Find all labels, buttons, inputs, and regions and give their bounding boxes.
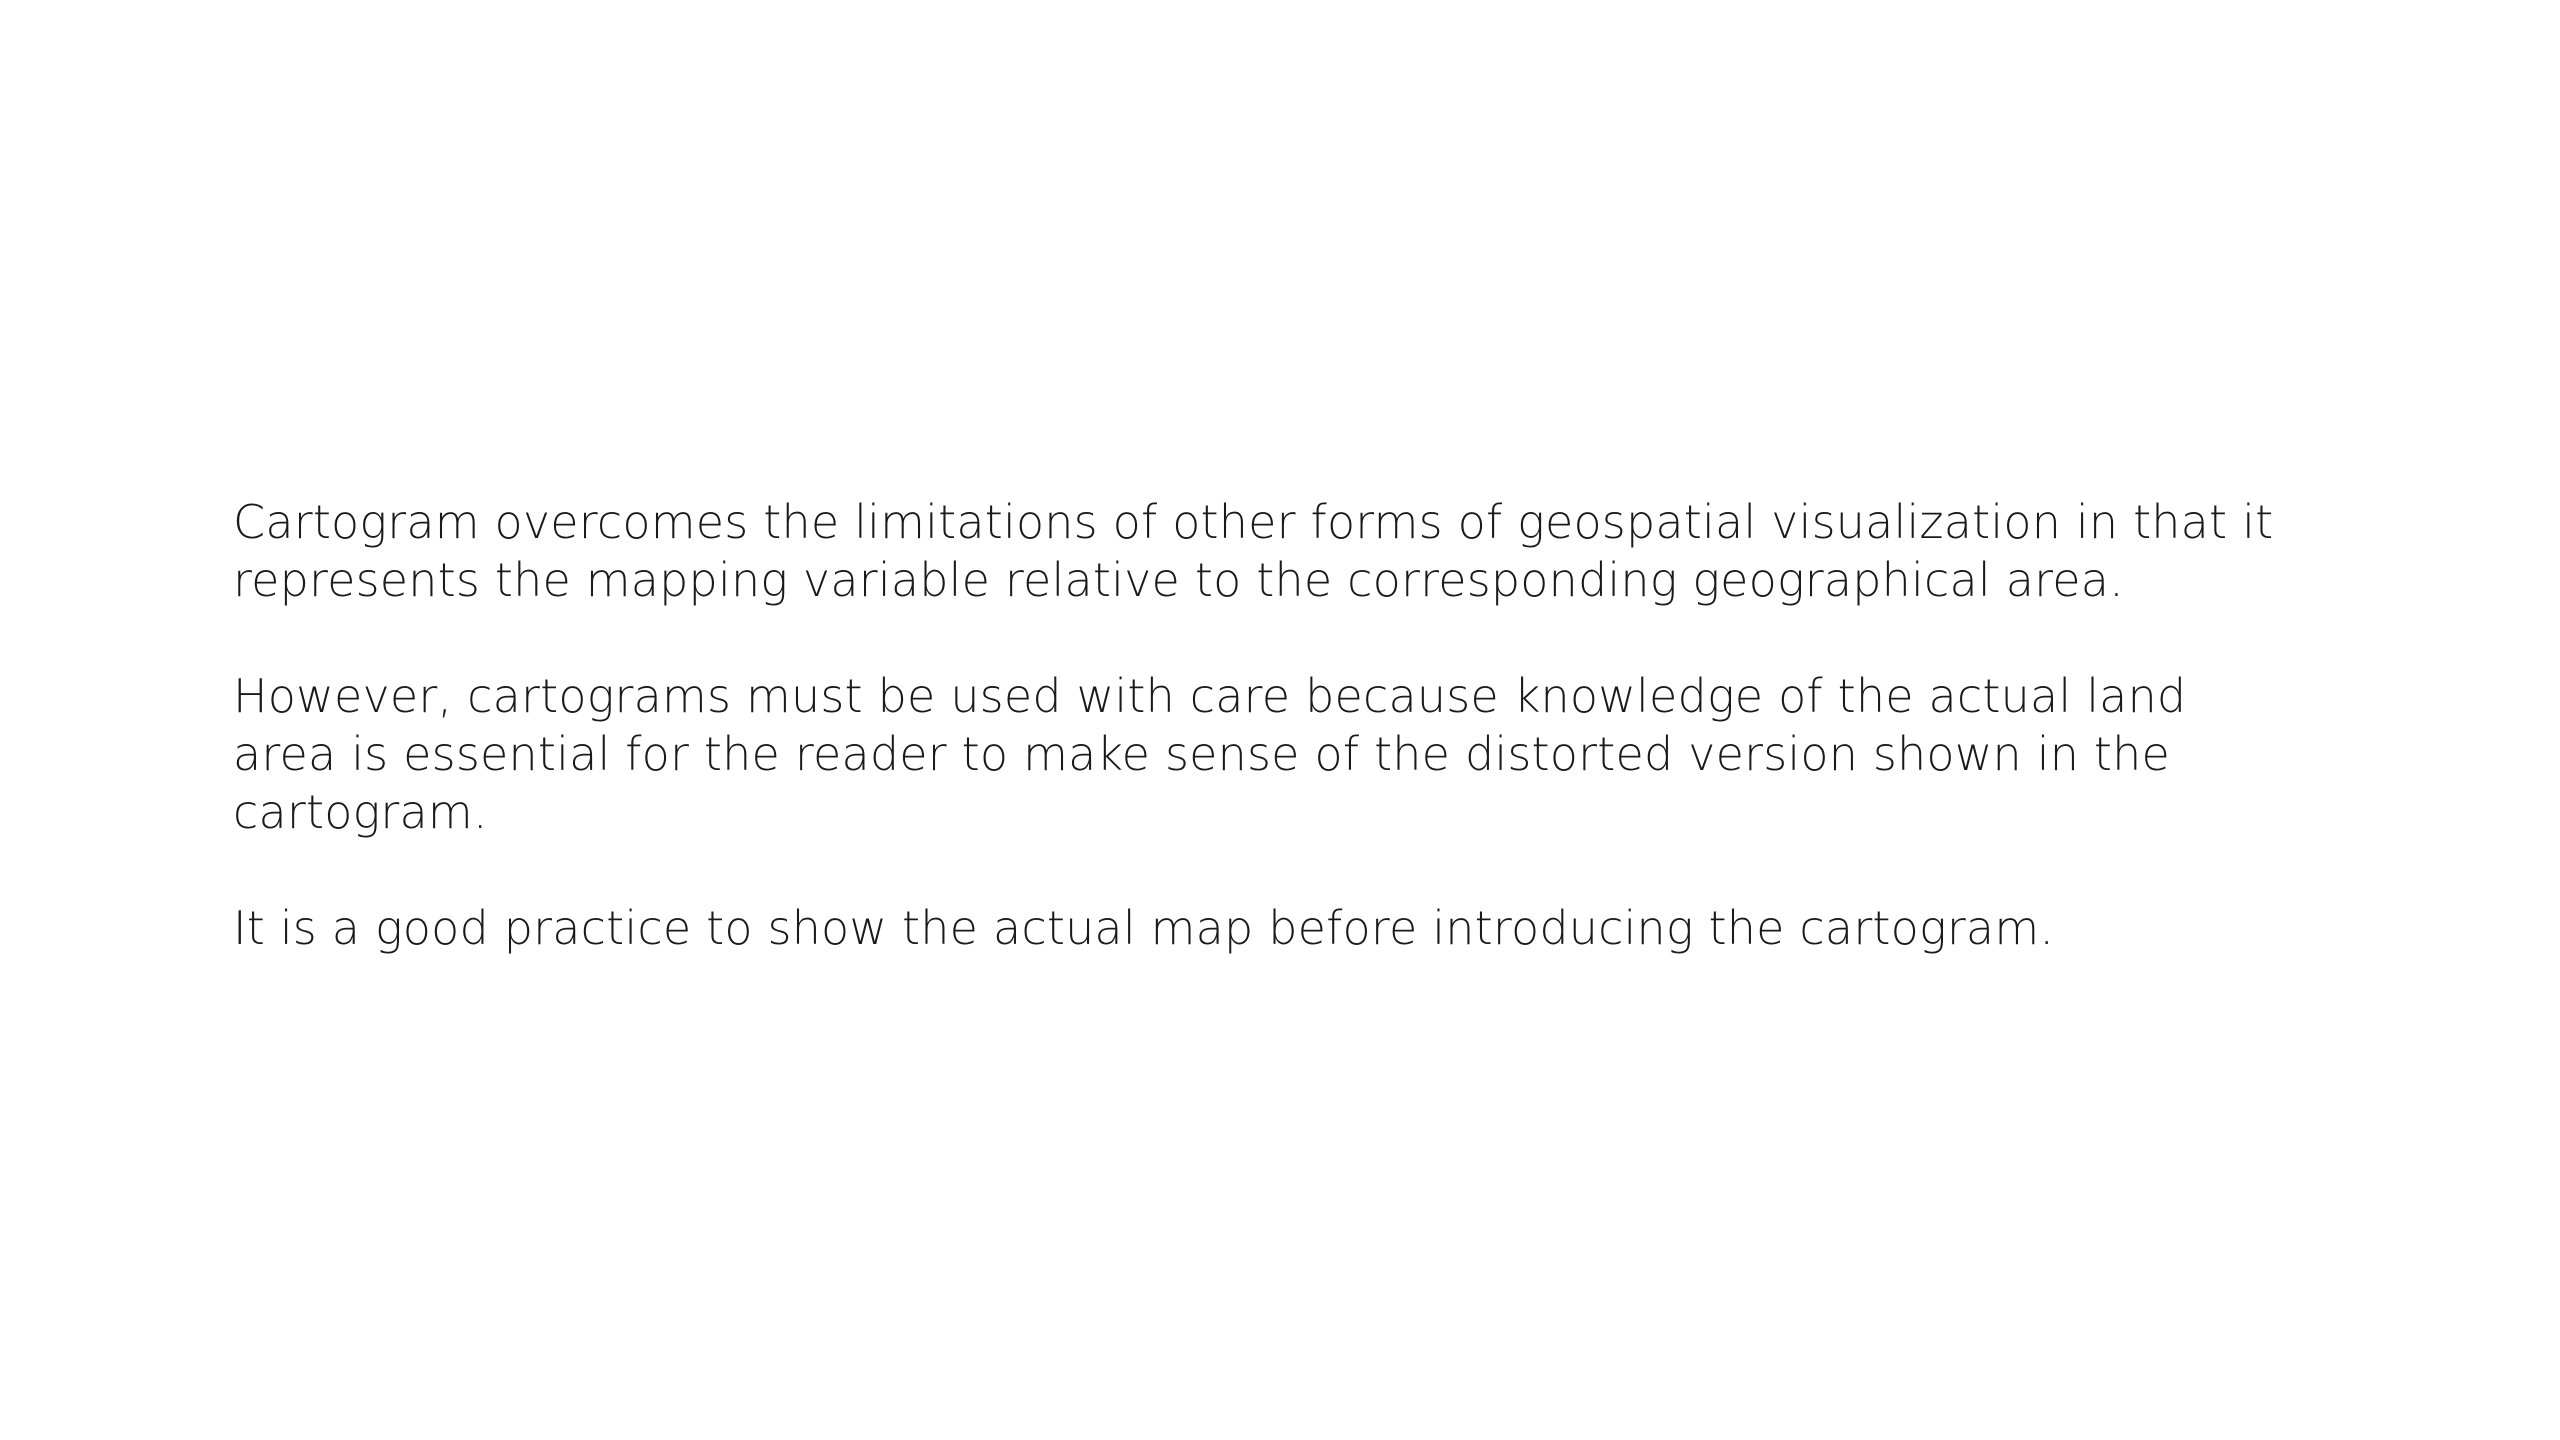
text-line: cartogram.: [233, 785, 488, 839]
text-line: area is essential for the reader to make sense of the distorted version shown in the: [233, 727, 2170, 781]
paragraph-cartogram-advantage: [233, 493, 2333, 609]
slide-body-text: [233, 493, 2333, 957]
text-line: However, cartograms must be used with care because knowledge of the actual land: [233, 669, 2187, 723]
paragraph-cartogram-caution: [233, 667, 2333, 841]
text-line: Cartogram overcomes the limitations of other forms of geospatial visualization in that it: [233, 495, 2274, 549]
text-line: represents the mapping variable relative to the corresponding geographical area.: [233, 553, 2124, 607]
paragraph-good-practice: [233, 899, 2333, 957]
text-line: It is a good practice to show the actual map before introducing the cartogram.: [233, 901, 2055, 955]
